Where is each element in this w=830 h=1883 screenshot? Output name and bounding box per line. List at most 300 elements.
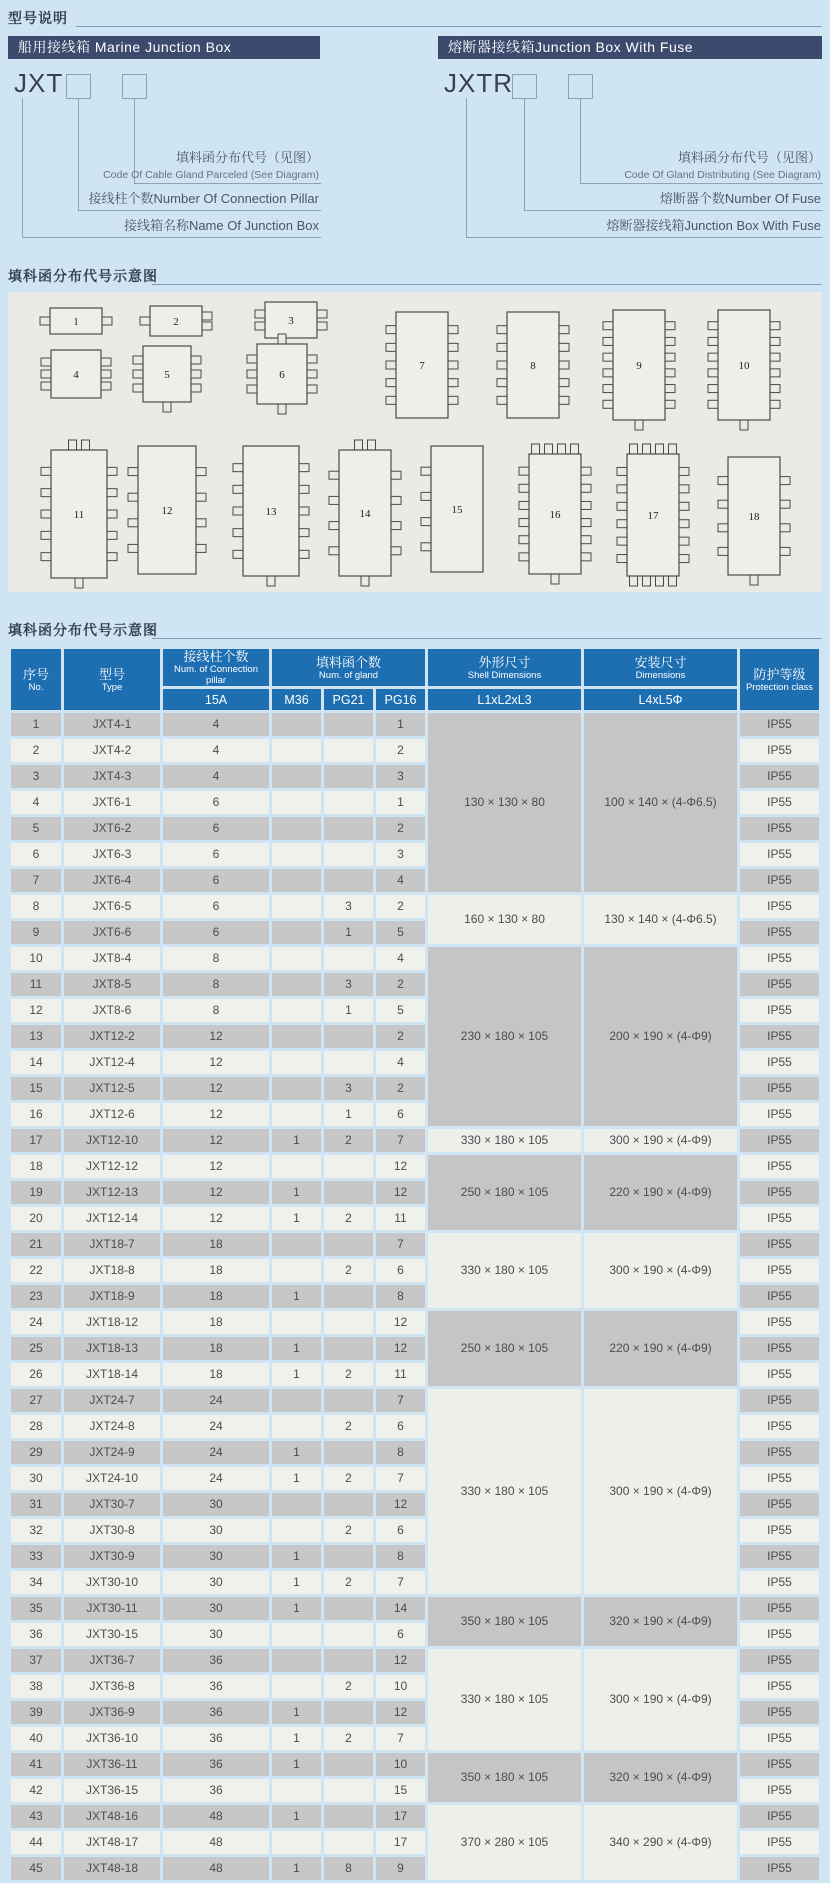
cell-type: JXT24-9 bbox=[64, 1441, 160, 1464]
cell-pg21 bbox=[324, 1701, 373, 1724]
cell-type: JXT24-7 bbox=[64, 1389, 160, 1412]
cell-type: JXT4-1 bbox=[64, 713, 160, 736]
cell-15a: 6 bbox=[163, 895, 269, 918]
callout-pillar-label: 接线柱个数Number Of Connection Pillar bbox=[88, 191, 319, 206]
cell-m36: 1 bbox=[272, 1363, 321, 1386]
title-rule bbox=[76, 26, 822, 27]
cell-m36 bbox=[272, 1389, 321, 1412]
cell-m36 bbox=[272, 1649, 321, 1672]
cell-no: 33 bbox=[11, 1545, 61, 1568]
cell-protection-class: IP55 bbox=[740, 1077, 819, 1100]
cell-pg21 bbox=[324, 1285, 373, 1308]
cell-pg21 bbox=[324, 817, 373, 840]
fuse-code: JXTR bbox=[444, 68, 513, 98]
col-header-mount-zh: 安装尺寸 bbox=[634, 654, 687, 670]
cell-type: JXT48-18 bbox=[64, 1857, 160, 1880]
col-header-gland-zh: 填料函个数 bbox=[315, 654, 381, 670]
cell-pg16: 5 bbox=[376, 921, 425, 944]
cell-type: JXT12-14 bbox=[64, 1207, 160, 1230]
cell-pg21 bbox=[324, 1051, 373, 1074]
callout-fuse-count-label: 熔断器个数Number Of Fuse bbox=[659, 191, 821, 206]
gland-box-13 bbox=[233, 446, 309, 586]
cell-shell-dimensions: 160 × 130 × 80 bbox=[428, 895, 581, 944]
table-row bbox=[11, 713, 819, 736]
cell-type: JXT8-4 bbox=[64, 947, 160, 970]
cell-protection-class: IP55 bbox=[740, 947, 819, 970]
table-row bbox=[11, 1805, 819, 1828]
cell-pg16: 8 bbox=[376, 1285, 425, 1308]
cell-no: 26 bbox=[11, 1363, 61, 1386]
gland-box-3 bbox=[255, 302, 327, 338]
cell-15a: 6 bbox=[163, 843, 269, 866]
cell-type: JXT48-16 bbox=[64, 1805, 160, 1828]
cell-protection-class: IP55 bbox=[740, 1805, 819, 1828]
cell-protection-class: IP55 bbox=[740, 1051, 819, 1074]
cell-no: 37 bbox=[11, 1649, 61, 1672]
cell-no: 16 bbox=[11, 1103, 61, 1126]
cell-m36 bbox=[272, 1675, 321, 1698]
gland-diagram-svg bbox=[8, 292, 822, 592]
cell-protection-class: IP55 bbox=[740, 1675, 819, 1698]
cell-pg16: 7 bbox=[376, 1233, 425, 1256]
svg-text:18: 18 bbox=[748, 511, 760, 523]
subcol-pg21: PG21 bbox=[324, 689, 373, 710]
table-row bbox=[11, 1597, 819, 1620]
cell-m36 bbox=[272, 1415, 321, 1438]
callout-gland-zh: 填料函分布代号（见图） bbox=[175, 150, 319, 165]
cell-15a: 6 bbox=[163, 869, 269, 892]
cell-type: JXT48-17 bbox=[64, 1831, 160, 1854]
cell-no: 15 bbox=[11, 1077, 61, 1100]
cell-m36 bbox=[272, 713, 321, 736]
cell-shell-dimensions: 350 × 180 × 105 bbox=[428, 1597, 581, 1646]
col-header-protection-en: Protection class bbox=[745, 681, 814, 693]
cell-pg16: 2 bbox=[376, 1025, 425, 1048]
cell-m36 bbox=[272, 1779, 321, 1802]
callout-fuse-gland-zh: 填料函分布代号（见图） bbox=[677, 150, 821, 165]
cell-protection-class: IP55 bbox=[740, 1857, 819, 1880]
cell-pg16: 5 bbox=[376, 999, 425, 1022]
cell-15a: 8 bbox=[163, 947, 269, 970]
cell-protection-class: IP55 bbox=[740, 1701, 819, 1724]
cell-shell-dimensions: 330 × 180 × 105 bbox=[428, 1233, 581, 1308]
cell-protection-class: IP55 bbox=[740, 1285, 819, 1308]
cell-15a: 30 bbox=[163, 1493, 269, 1516]
cell-protection-class: IP55 bbox=[740, 1415, 819, 1438]
title-rule bbox=[152, 638, 822, 639]
cell-type: JXT30-7 bbox=[64, 1493, 160, 1516]
cell-pg21: 1 bbox=[324, 1103, 373, 1126]
cell-pg21 bbox=[324, 1597, 373, 1620]
cell-pg21 bbox=[324, 947, 373, 970]
svg-text:6: 6 bbox=[279, 369, 285, 381]
cell-pg21: 1 bbox=[324, 921, 373, 944]
gland-box-16 bbox=[519, 444, 591, 584]
cell-pg16: 12 bbox=[376, 1701, 425, 1724]
cell-protection-class: IP55 bbox=[740, 1493, 819, 1516]
cell-pg16: 4 bbox=[376, 1051, 425, 1074]
cell-protection-class: IP55 bbox=[740, 1025, 819, 1048]
cell-no: 38 bbox=[11, 1675, 61, 1698]
cell-no: 3 bbox=[11, 765, 61, 788]
cell-15a: 30 bbox=[163, 1597, 269, 1620]
cell-pg16: 12 bbox=[376, 1181, 425, 1204]
cell-m36 bbox=[272, 1025, 321, 1048]
cell-15a: 18 bbox=[163, 1285, 269, 1308]
cell-15a: 36 bbox=[163, 1701, 269, 1724]
cell-type: JXT36-7 bbox=[64, 1649, 160, 1672]
cell-pg16: 8 bbox=[376, 1441, 425, 1464]
cell-15a: 24 bbox=[163, 1415, 269, 1438]
callout-box-name-label: 接线箱名称Name Of Junction Box bbox=[123, 218, 319, 233]
cell-no: 5 bbox=[11, 817, 61, 840]
gland-box-18 bbox=[718, 457, 790, 585]
svg-text:12: 12 bbox=[161, 505, 173, 517]
cell-protection-class: IP55 bbox=[740, 1519, 819, 1542]
cell-m36 bbox=[272, 869, 321, 892]
table-row bbox=[11, 1233, 819, 1256]
cell-pg16: 12 bbox=[376, 1311, 425, 1334]
cell-no: 12 bbox=[11, 999, 61, 1022]
cell-shell-dimensions: 350 × 180 × 105 bbox=[428, 1753, 581, 1802]
cell-type: JXT4-2 bbox=[64, 739, 160, 762]
cell-no: 21 bbox=[11, 1233, 61, 1256]
cell-m36 bbox=[272, 1259, 321, 1282]
cell-type: JXT6-5 bbox=[64, 895, 160, 918]
callout-fuse-gland-en: Code Of Gland Distributing (See Diagram) bbox=[624, 169, 821, 181]
col-header-type-zh: 型号 bbox=[98, 666, 125, 682]
cell-pg21 bbox=[324, 1545, 373, 1568]
cell-m36 bbox=[272, 1311, 321, 1334]
col-header-shell bbox=[428, 649, 581, 686]
svg-text:14: 14 bbox=[359, 508, 371, 520]
svg-text:10: 10 bbox=[738, 360, 750, 372]
table-row bbox=[11, 895, 819, 918]
cell-pg16: 6 bbox=[376, 1259, 425, 1282]
cell-15a: 18 bbox=[163, 1259, 269, 1282]
cell-15a: 8 bbox=[163, 973, 269, 996]
cell-no: 8 bbox=[11, 895, 61, 918]
cell-pg16: 7 bbox=[376, 1389, 425, 1412]
cell-pg16: 2 bbox=[376, 973, 425, 996]
code-digit-box bbox=[512, 74, 537, 99]
cell-shell-dimensions: 330 × 180 × 105 bbox=[428, 1389, 581, 1594]
svg-text:9: 9 bbox=[636, 360, 642, 372]
cell-type: JXT4-3 bbox=[64, 765, 160, 788]
cell-protection-class: IP55 bbox=[740, 1831, 819, 1854]
cell-mount-dimensions: 320 × 190 × (4-Φ9) bbox=[584, 1597, 737, 1646]
code-digit-box bbox=[122, 74, 147, 99]
cell-pg16: 4 bbox=[376, 869, 425, 892]
cell-m36 bbox=[272, 843, 321, 866]
cell-protection-class: IP55 bbox=[740, 1207, 819, 1230]
cell-no: 2 bbox=[11, 739, 61, 762]
col-header-pillar-en: Num. of Connection pillar bbox=[174, 664, 258, 686]
cell-m36: 1 bbox=[272, 1285, 321, 1308]
cell-m36: 1 bbox=[272, 1441, 321, 1464]
cell-protection-class: IP55 bbox=[740, 843, 819, 866]
cell-15a: 12 bbox=[163, 1051, 269, 1074]
cell-pg16: 12 bbox=[376, 1337, 425, 1360]
cell-15a: 30 bbox=[163, 1545, 269, 1568]
svg-text:11: 11 bbox=[73, 509, 85, 521]
spec-table-body bbox=[11, 713, 819, 1880]
cell-pg16: 7 bbox=[376, 1571, 425, 1594]
cell-m36 bbox=[272, 1051, 321, 1074]
cell-m36: 1 bbox=[272, 1545, 321, 1568]
cell-pg21: 3 bbox=[324, 1077, 373, 1100]
cell-type: JXT18-8 bbox=[64, 1259, 160, 1282]
cell-type: JXT8-5 bbox=[64, 973, 160, 996]
gland-box-7 bbox=[386, 312, 458, 418]
cell-pg16: 11 bbox=[376, 1207, 425, 1230]
svg-text:17: 17 bbox=[647, 510, 659, 522]
gland-diagram-panel bbox=[8, 292, 822, 592]
cell-15a: 18 bbox=[163, 1233, 269, 1256]
cell-pg16: 7 bbox=[376, 1727, 425, 1750]
cell-15a: 12 bbox=[163, 1155, 269, 1178]
gland-box-15 bbox=[421, 446, 483, 572]
cell-pg21 bbox=[324, 765, 373, 788]
cell-no: 9 bbox=[11, 921, 61, 944]
cell-pg16: 6 bbox=[376, 1623, 425, 1646]
cell-mount-dimensions: 300 × 190 × (4-Φ9) bbox=[584, 1233, 737, 1308]
cell-m36: 1 bbox=[272, 1181, 321, 1204]
cell-pg21: 2 bbox=[324, 1675, 373, 1698]
cell-no: 7 bbox=[11, 869, 61, 892]
gland-box-11 bbox=[41, 440, 117, 588]
cell-type: JXT36-15 bbox=[64, 1779, 160, 1802]
cell-pg21 bbox=[324, 1233, 373, 1256]
cell-no: 22 bbox=[11, 1259, 61, 1282]
table-row bbox=[11, 1129, 819, 1152]
cell-no: 35 bbox=[11, 1597, 61, 1620]
cell-no: 34 bbox=[11, 1571, 61, 1594]
cell-pg21 bbox=[324, 791, 373, 814]
cell-no: 29 bbox=[11, 1441, 61, 1464]
subcol-mount-dims: L4xL5Φ bbox=[584, 689, 737, 710]
cell-pg16: 12 bbox=[376, 1155, 425, 1178]
cell-15a: 6 bbox=[163, 921, 269, 944]
cell-15a: 30 bbox=[163, 1571, 269, 1594]
cell-m36: 1 bbox=[272, 1597, 321, 1620]
cell-no: 31 bbox=[11, 1493, 61, 1516]
cell-mount-dimensions: 340 × 290 × (4-Φ9) bbox=[584, 1805, 737, 1880]
cell-pg16: 1 bbox=[376, 791, 425, 814]
cell-shell-dimensions: 250 × 180 × 105 bbox=[428, 1311, 581, 1386]
code-digit-box bbox=[66, 74, 91, 99]
svg-text:5: 5 bbox=[164, 369, 170, 381]
cell-protection-class: IP55 bbox=[740, 895, 819, 918]
gland-box-1 bbox=[40, 308, 112, 334]
cell-mount-dimensions: 300 × 190 × (4-Φ9) bbox=[584, 1129, 737, 1152]
cell-15a: 18 bbox=[163, 1337, 269, 1360]
cell-pg21: 2 bbox=[324, 1415, 373, 1438]
cell-m36: 1 bbox=[272, 1753, 321, 1776]
col-header-no-zh: 序号 bbox=[22, 666, 49, 682]
cell-15a: 48 bbox=[163, 1831, 269, 1854]
cell-type: JXT6-3 bbox=[64, 843, 160, 866]
svg-text:3: 3 bbox=[288, 315, 294, 327]
col-header-shell-zh: 外形尺寸 bbox=[478, 654, 531, 670]
subcol-15a: 15A bbox=[163, 689, 269, 710]
cell-m36: 1 bbox=[272, 1727, 321, 1750]
cell-pg21 bbox=[324, 713, 373, 736]
cell-type: JXT30-11 bbox=[64, 1597, 160, 1620]
subcol-pg16: PG16 bbox=[376, 689, 425, 710]
col-header-gland-en: Num. of gland bbox=[318, 669, 379, 681]
cell-shell-dimensions: 250 × 180 × 105 bbox=[428, 1155, 581, 1230]
cell-type: JXT6-4 bbox=[64, 869, 160, 892]
cell-type: JXT18-14 bbox=[64, 1363, 160, 1386]
col-header-gland bbox=[272, 649, 425, 686]
cell-pg16: 6 bbox=[376, 1415, 425, 1438]
cell-m36 bbox=[272, 921, 321, 944]
col-header-no bbox=[11, 649, 61, 710]
cell-pg21 bbox=[324, 739, 373, 762]
cell-pg21 bbox=[324, 1623, 373, 1646]
cell-no: 10 bbox=[11, 947, 61, 970]
cell-pg16: 4 bbox=[376, 947, 425, 970]
cell-no: 32 bbox=[11, 1519, 61, 1542]
cell-protection-class: IP55 bbox=[740, 1753, 819, 1776]
cell-no: 43 bbox=[11, 1805, 61, 1828]
cell-pg21: 2 bbox=[324, 1363, 373, 1386]
cell-type: JXT24-10 bbox=[64, 1467, 160, 1490]
cell-no: 24 bbox=[11, 1311, 61, 1334]
svg-text:8: 8 bbox=[530, 360, 536, 372]
cell-pg21: 2 bbox=[324, 1727, 373, 1750]
cell-shell-dimensions: 130 × 130 × 80 bbox=[428, 713, 581, 892]
cell-15a: 36 bbox=[163, 1753, 269, 1776]
col-header-pillar bbox=[163, 649, 269, 686]
cell-m36: 1 bbox=[272, 1805, 321, 1828]
cell-protection-class: IP55 bbox=[740, 1311, 819, 1334]
col-header-type bbox=[64, 649, 160, 710]
cell-mount-dimensions: 300 × 190 × (4-Φ9) bbox=[584, 1649, 737, 1750]
cell-protection-class: IP55 bbox=[740, 791, 819, 814]
table-row bbox=[11, 1649, 819, 1672]
gland-box-2 bbox=[140, 306, 212, 336]
table-row bbox=[11, 1311, 819, 1334]
cell-type: JXT18-12 bbox=[64, 1311, 160, 1334]
cell-m36 bbox=[272, 1831, 321, 1854]
cell-type: JXT30-9 bbox=[64, 1545, 160, 1568]
cell-type: JXT12-4 bbox=[64, 1051, 160, 1074]
cell-pg21 bbox=[324, 1649, 373, 1672]
cell-m36: 1 bbox=[272, 1701, 321, 1724]
gland-box-8 bbox=[497, 312, 569, 418]
cell-pg16: 3 bbox=[376, 765, 425, 788]
cell-15a: 12 bbox=[163, 1103, 269, 1126]
cell-type: JXT18-13 bbox=[64, 1337, 160, 1360]
cell-type: JXT6-2 bbox=[64, 817, 160, 840]
cell-pg16: 8 bbox=[376, 1545, 425, 1568]
col-header-type-en: Type bbox=[101, 681, 123, 693]
col-header-pillar-zh: 接线柱个数 bbox=[183, 649, 249, 664]
cell-type: JXT8-6 bbox=[64, 999, 160, 1022]
callout-gland-en: Code Of Cable Gland Parceled (See Diagram) bbox=[103, 169, 319, 181]
cell-pg21 bbox=[324, 1389, 373, 1412]
cell-pg21 bbox=[324, 843, 373, 866]
callout-box-name bbox=[22, 98, 321, 238]
cell-protection-class: IP55 bbox=[740, 1129, 819, 1152]
cell-pg16: 14 bbox=[376, 1597, 425, 1620]
cell-type: JXT12-12 bbox=[64, 1155, 160, 1178]
cell-15a: 24 bbox=[163, 1467, 269, 1490]
cell-m36 bbox=[272, 895, 321, 918]
cell-protection-class: IP55 bbox=[740, 1441, 819, 1464]
cell-m36 bbox=[272, 1623, 321, 1646]
cell-protection-class: IP55 bbox=[740, 713, 819, 736]
cell-protection-class: IP55 bbox=[740, 1623, 819, 1646]
cell-pg21: 1 bbox=[324, 999, 373, 1022]
cell-no: 1 bbox=[11, 713, 61, 736]
cell-pg21 bbox=[324, 1441, 373, 1464]
subcol-m36: M36 bbox=[272, 689, 321, 710]
cell-pg21 bbox=[324, 1805, 373, 1828]
gland-box-9 bbox=[603, 310, 675, 430]
cell-type: JXT36-11 bbox=[64, 1753, 160, 1776]
cell-15a: 36 bbox=[163, 1675, 269, 1698]
cell-protection-class: IP55 bbox=[740, 765, 819, 788]
spec-table-title: 填科函分布代号示意图 bbox=[8, 622, 158, 638]
cell-type: JXT6-1 bbox=[64, 791, 160, 814]
cell-pg21: 3 bbox=[324, 895, 373, 918]
gland-diagram-title: 填科函分布代号示意图 bbox=[8, 268, 158, 284]
cell-15a: 18 bbox=[163, 1363, 269, 1386]
cell-15a: 36 bbox=[163, 1779, 269, 1802]
col-header-no-en: No. bbox=[28, 681, 44, 693]
cell-pg21 bbox=[324, 1831, 373, 1854]
cell-15a: 12 bbox=[163, 1025, 269, 1048]
cell-mount-dimensions: 130 × 140 × (4-Φ6.5) bbox=[584, 895, 737, 944]
cell-pg21: 3 bbox=[324, 973, 373, 996]
svg-text:13: 13 bbox=[265, 506, 277, 518]
cell-shell-dimensions: 330 × 180 × 105 bbox=[428, 1649, 581, 1750]
cell-no: 45 bbox=[11, 1857, 61, 1880]
cell-shell-dimensions: 230 × 180 × 105 bbox=[428, 947, 581, 1126]
cell-protection-class: IP55 bbox=[740, 1103, 819, 1126]
cell-pg16: 17 bbox=[376, 1831, 425, 1854]
cell-protection-class: IP55 bbox=[740, 869, 819, 892]
cell-protection-class: IP55 bbox=[740, 817, 819, 840]
cell-type: JXT12-6 bbox=[64, 1103, 160, 1126]
table-row bbox=[11, 1155, 819, 1178]
col-header-protection bbox=[740, 649, 819, 710]
cell-m36 bbox=[272, 999, 321, 1022]
cell-m36: 1 bbox=[272, 1129, 321, 1152]
cell-pg16: 7 bbox=[376, 1467, 425, 1490]
cell-pg16: 3 bbox=[376, 843, 425, 866]
cell-pg21: 8 bbox=[324, 1857, 373, 1880]
cell-no: 39 bbox=[11, 1701, 61, 1724]
cell-15a: 4 bbox=[163, 765, 269, 788]
cell-protection-class: IP55 bbox=[740, 1233, 819, 1256]
cell-pg21 bbox=[324, 1311, 373, 1334]
cell-no: 17 bbox=[11, 1129, 61, 1152]
cell-m36 bbox=[272, 791, 321, 814]
cell-no: 27 bbox=[11, 1389, 61, 1412]
cell-pg21: 2 bbox=[324, 1259, 373, 1282]
cell-mount-dimensions: 220 × 190 × (4-Φ9) bbox=[584, 1155, 737, 1230]
col-header-mount bbox=[584, 649, 737, 686]
cell-15a: 12 bbox=[163, 1207, 269, 1230]
cell-15a: 24 bbox=[163, 1389, 269, 1412]
cell-pg21 bbox=[324, 1181, 373, 1204]
cell-protection-class: IP55 bbox=[740, 1181, 819, 1204]
cell-m36: 1 bbox=[272, 1337, 321, 1360]
